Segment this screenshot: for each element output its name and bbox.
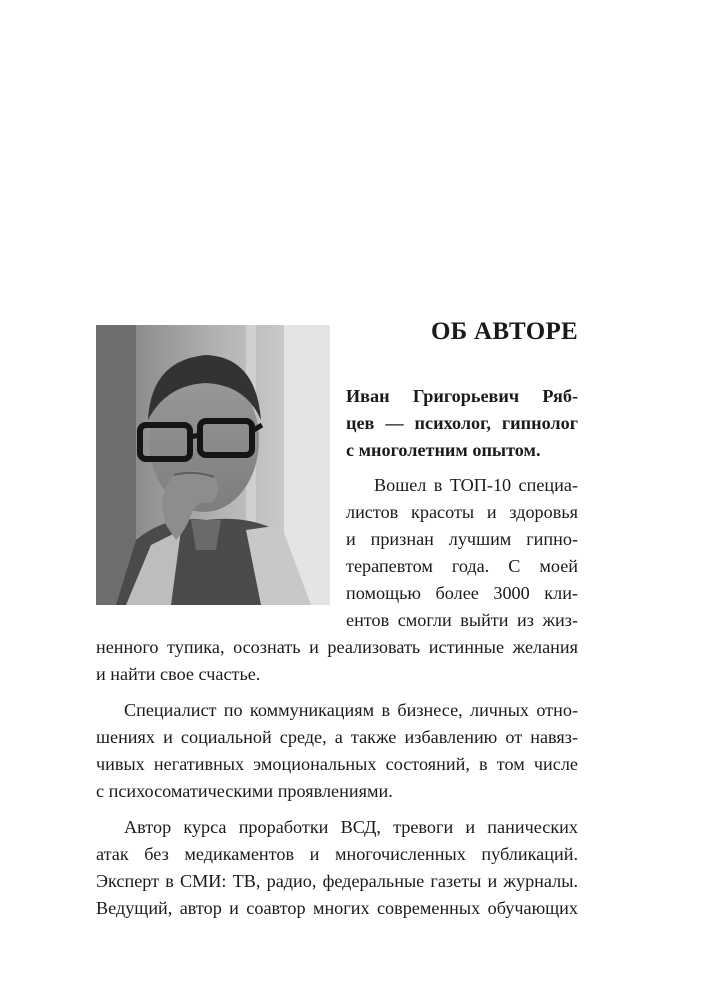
paragraph-line: Специалист по коммуникациям в бизнесе, личных отно- [124,700,578,720]
intro-line: Иван Григорьевич Ряб- [346,386,578,406]
paragraph-line: ненного тупика, осознать и реализовать истинные желания [96,637,578,657]
paragraph-line: Эксперт в СМИ: ТВ, радио, федеральные газеты и журналы. [96,871,578,891]
author-photo [96,325,330,605]
paragraph-line: Вошел в ТОП-10 специа- [374,475,578,495]
paragraph-line: и признан лучшим гипно- [346,529,578,549]
paragraph-line: и найти свое счастье. [96,664,261,684]
paragraph-line: чивых негативных эмоциональных состояний, в том числе [96,754,578,774]
paragraph-line: с психосоматическими проявлениями. [96,781,393,801]
intro-line: с многолетним опытом. [346,440,541,460]
paragraph-line: Ведущий, автор и соавтор многих современных обучающих [96,898,578,918]
paragraph-line: терапевтом года. С моей [346,556,578,576]
paragraph-line: ентов смогли выйти из жиз- [346,610,578,630]
paragraph-line: помощью более 3000 кли- [346,583,578,603]
paragraph-line: Автор курса проработки ВСД, тревоги и панических [124,817,578,837]
paragraph-line: шениях и социальной среде, а также избавлению от навяз- [96,727,578,747]
intro-line: цев — психолог, гипнолог [346,413,578,433]
paragraph-line: листов красоты и здоровья [346,502,578,522]
section-title: ОБ АВТОРЕ [430,318,578,345]
paragraph-line: атак без медикаментов и многочисленных публикаций. [96,844,578,864]
author-portrait-photo-icon [96,325,330,605]
